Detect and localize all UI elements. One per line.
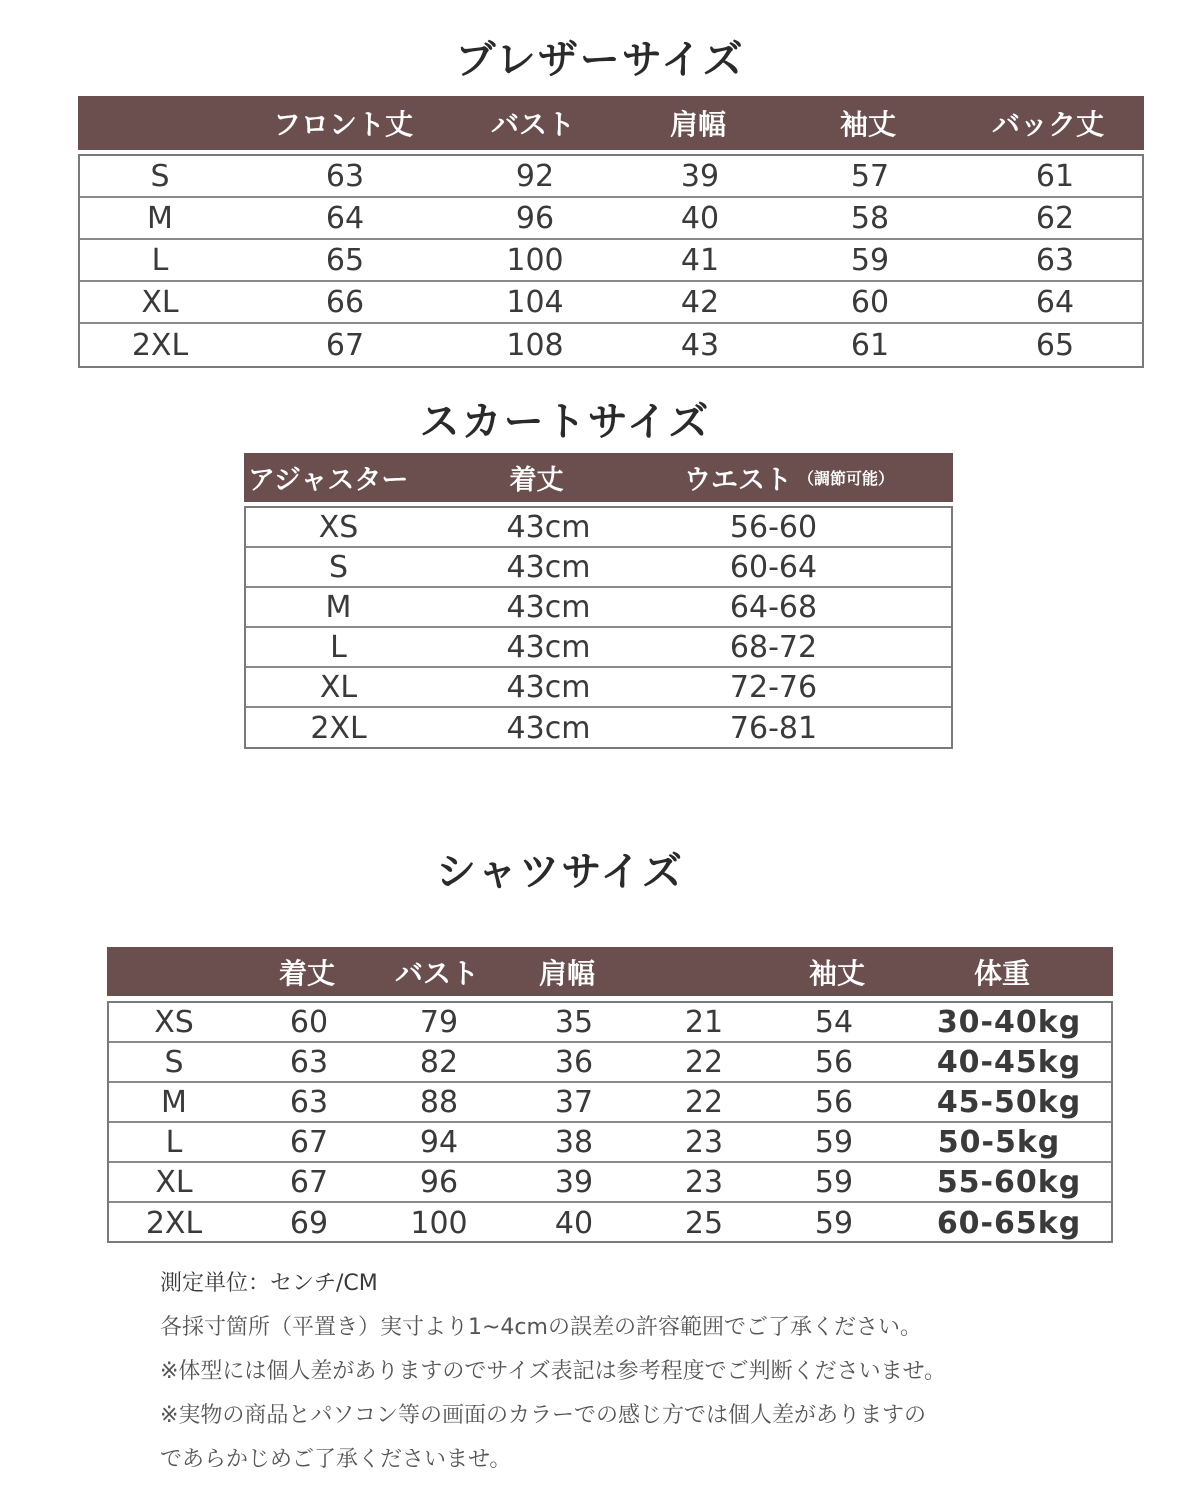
table-cell: 63 xyxy=(289,1044,329,1080)
table-cell: 40 xyxy=(554,1205,594,1241)
skirt-size-table xyxy=(244,506,953,749)
table-row xyxy=(246,588,951,628)
skirt-header-waist-label: ウエスト xyxy=(684,465,792,496)
table-cell: 76-81 xyxy=(729,710,818,746)
table-row xyxy=(246,628,951,668)
size-label: 2XL xyxy=(145,1205,203,1241)
blazer-header-shoulder: 肩幅 xyxy=(669,108,726,141)
table-cell: 21 xyxy=(684,1004,724,1040)
size-label: XL xyxy=(319,669,358,705)
table-cell: 61 xyxy=(850,327,890,363)
table-cell: 56 xyxy=(814,1084,854,1120)
skirt-header-band xyxy=(244,453,953,502)
table-cell: 100 xyxy=(506,242,564,278)
table-row xyxy=(246,508,951,548)
measurement-unit-note: 測定単位：センチ/CM xyxy=(160,1271,378,1296)
table-cell: 60-65kg xyxy=(936,1205,1082,1241)
table-cell: 56-60 xyxy=(729,509,818,545)
note-line: ※体型には個人差がありますのでサイズ表記は参考程度でご判断くださいませ。 xyxy=(160,1359,947,1384)
table-row xyxy=(246,668,951,708)
blazer-size-title: ブレザーサイズ xyxy=(455,37,745,83)
table-row xyxy=(80,198,1142,240)
shirt-size-table xyxy=(107,1001,1113,1243)
table-cell: 43cm xyxy=(506,589,591,625)
table-cell: 35 xyxy=(554,1004,594,1040)
table-cell: 59 xyxy=(814,1124,854,1160)
size-label: S xyxy=(164,1044,184,1080)
table-cell: 63 xyxy=(325,158,365,194)
skirt-header-waist-note: （調節可能） xyxy=(798,469,895,488)
table-cell: 40-45kg xyxy=(936,1044,1082,1080)
table-cell: 45-50kg xyxy=(936,1084,1082,1120)
table-cell: 64 xyxy=(325,200,365,236)
table-cell: 67 xyxy=(289,1164,329,1200)
shirt-header-band xyxy=(107,947,1113,996)
table-cell: 43cm xyxy=(506,629,591,665)
table-cell: 96 xyxy=(515,200,555,236)
table-cell: 68-72 xyxy=(729,629,818,665)
table-cell: 65 xyxy=(1035,327,1075,363)
measurement-notes xyxy=(160,1262,1120,1482)
table-cell: 69 xyxy=(289,1205,329,1241)
table-cell: 58 xyxy=(850,200,890,236)
table-cell: 64-68 xyxy=(729,589,818,625)
skirt-header-waist xyxy=(664,453,954,502)
shirt-size-title: シャツサイズ xyxy=(436,849,684,895)
size-label: XL xyxy=(155,1164,193,1200)
table-cell: 25 xyxy=(684,1205,724,1241)
table-cell: 72-76 xyxy=(729,669,818,705)
table-cell: 94 xyxy=(419,1124,459,1160)
table-cell: 92 xyxy=(515,158,555,194)
table-cell: 43cm xyxy=(506,669,591,705)
table-cell: 22 xyxy=(684,1084,724,1120)
table-cell: 39 xyxy=(680,158,720,194)
shirt-header-length: 着丈 xyxy=(278,956,335,990)
shirt-header-weight: 体重 xyxy=(973,956,1030,990)
table-cell: 55-60kg xyxy=(936,1164,1082,1200)
table-cell: 108 xyxy=(506,327,564,363)
table-cell: 59 xyxy=(814,1164,854,1200)
table-row xyxy=(80,282,1142,324)
size-label: L xyxy=(165,1124,183,1160)
size-label: 2XL xyxy=(310,710,367,746)
size-label: 2XL xyxy=(131,327,189,363)
table-row xyxy=(109,1003,1111,1043)
size-label: M xyxy=(161,1084,187,1120)
table-cell: 65 xyxy=(325,242,365,278)
size-label: L xyxy=(151,242,169,278)
table-cell: 59 xyxy=(850,242,890,278)
table-cell: 63 xyxy=(1035,242,1075,278)
note-line: ※実物の商品とパソコン等の画面のカラーでの感じ方では個人差がありますの xyxy=(160,1403,926,1428)
blazer-size-table xyxy=(78,154,1144,368)
table-cell: 43cm xyxy=(506,509,591,545)
skirt-size-title: スカートサイズ xyxy=(419,399,711,445)
table-cell: 64 xyxy=(1035,284,1075,320)
table-row xyxy=(80,240,1142,282)
shirt-header-bust: バスト xyxy=(394,956,479,990)
table-cell: 40 xyxy=(680,200,720,236)
size-label: XL xyxy=(141,284,179,320)
table-row xyxy=(109,1043,1111,1083)
blazer-header-front-length: フロント丈 xyxy=(273,108,414,141)
note-line: であらかじめご了承くださいませ。 xyxy=(160,1447,512,1472)
table-row xyxy=(109,1163,1111,1203)
table-cell: 88 xyxy=(419,1084,459,1120)
blazer-header-sleeve: 袖丈 xyxy=(839,108,896,141)
table-cell: 57 xyxy=(850,158,890,194)
table-cell: 82 xyxy=(419,1044,459,1080)
size-label: M xyxy=(147,200,173,236)
table-cell: 38 xyxy=(554,1124,594,1160)
table-cell: 22 xyxy=(684,1044,724,1080)
table-cell: 43cm xyxy=(506,549,591,585)
table-cell: 60-64 xyxy=(729,549,818,585)
table-cell: 23 xyxy=(684,1124,724,1160)
skirt-header-length: 着丈 xyxy=(509,465,564,496)
table-cell: 60 xyxy=(850,284,890,320)
table-cell: 54 xyxy=(814,1004,854,1040)
table-cell: 59 xyxy=(814,1205,854,1241)
table-cell: 50-5kg xyxy=(937,1124,1061,1160)
table-cell: 61 xyxy=(1035,158,1075,194)
table-row xyxy=(109,1203,1111,1243)
size-label: M xyxy=(325,589,352,625)
table-cell: 63 xyxy=(289,1084,329,1120)
table-row xyxy=(80,324,1142,366)
table-cell: 96 xyxy=(419,1164,459,1200)
size-label: L xyxy=(330,629,347,665)
blazer-header-bust: バスト xyxy=(490,108,575,141)
shirt-header-shoulder: 肩幅 xyxy=(538,956,595,990)
shirt-header-sleeve: 袖丈 xyxy=(808,956,865,990)
table-cell: 79 xyxy=(419,1004,459,1040)
table-row xyxy=(246,548,951,588)
table-cell: 67 xyxy=(325,327,365,363)
size-label: S xyxy=(150,158,170,194)
size-label: XS xyxy=(318,509,359,545)
table-cell: 41 xyxy=(680,242,720,278)
table-cell: 43 xyxy=(680,327,720,363)
table-cell: 104 xyxy=(506,284,564,320)
note-line: 各採寸箇所（平置き）実寸より1~4cmの誤差の許容範囲でご了承ください。 xyxy=(160,1315,922,1340)
table-cell: 67 xyxy=(289,1124,329,1160)
table-cell: 36 xyxy=(554,1044,594,1080)
table-cell: 30-40kg xyxy=(936,1004,1082,1040)
table-row xyxy=(80,156,1142,198)
blazer-header-band xyxy=(78,96,1144,150)
blazer-header-back-length: バック丈 xyxy=(991,108,1104,141)
table-cell: 37 xyxy=(554,1084,594,1120)
size-label: XS xyxy=(154,1004,194,1040)
table-cell: 62 xyxy=(1035,200,1075,236)
table-cell: 23 xyxy=(684,1164,724,1200)
table-row xyxy=(246,708,951,748)
table-cell: 60 xyxy=(289,1004,329,1040)
size-label: S xyxy=(328,549,349,585)
table-row xyxy=(109,1123,1111,1163)
table-cell: 43cm xyxy=(506,710,591,746)
table-cell: 42 xyxy=(680,284,720,320)
table-row xyxy=(109,1083,1111,1123)
table-cell: 56 xyxy=(814,1044,854,1080)
table-cell: 39 xyxy=(554,1164,594,1200)
table-cell: 66 xyxy=(325,284,365,320)
skirt-header-adjuster: アジャスター xyxy=(248,465,409,496)
table-cell: 100 xyxy=(410,1205,468,1241)
